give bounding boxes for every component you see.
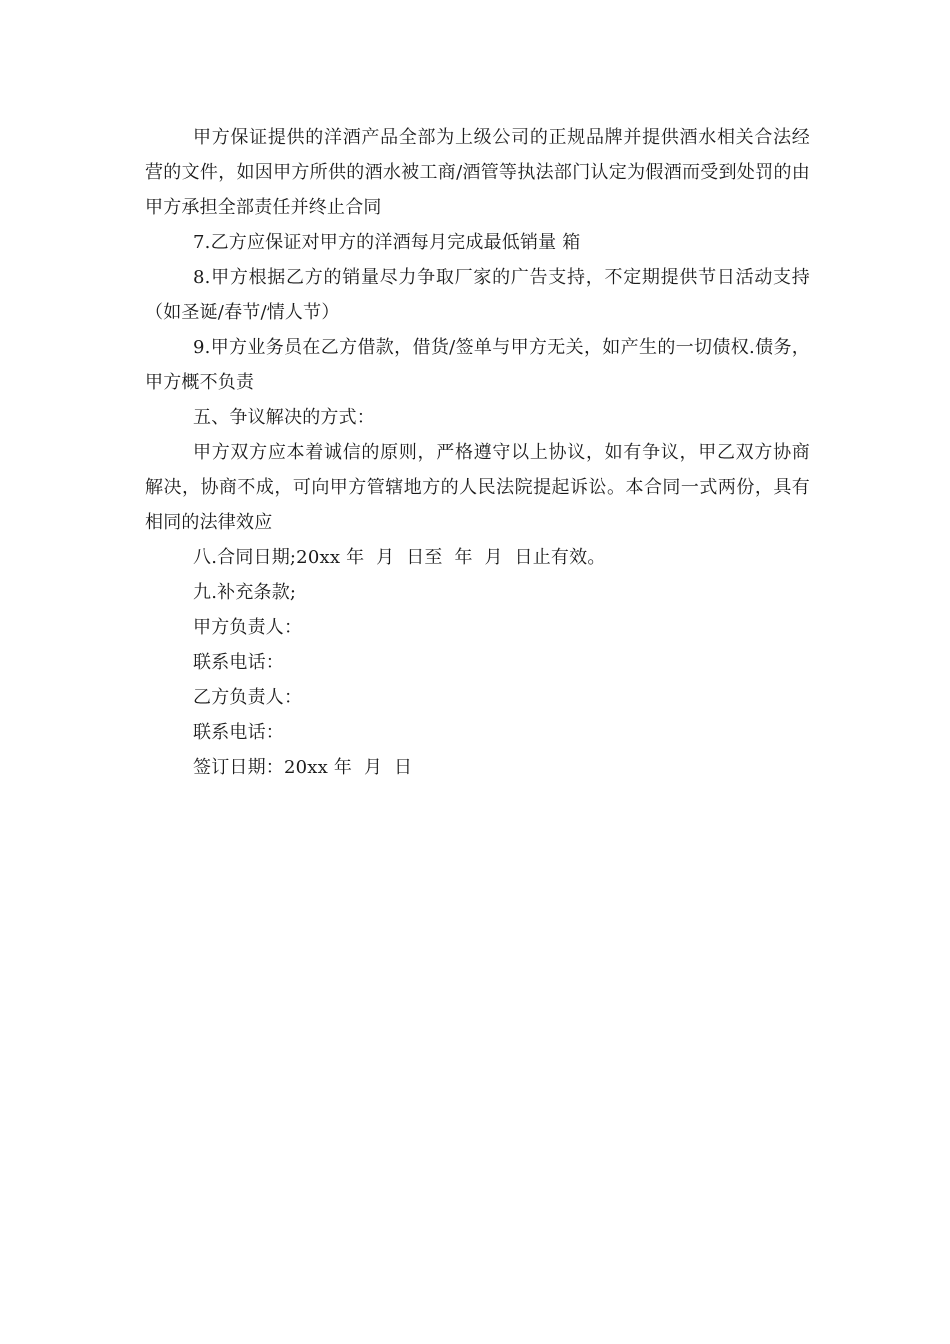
paragraph-clause-8: 8.甲方根据乙方的销量尽力争取厂家的广告支持，不定期提供节日活动支持（如圣诞/春节/情人节）	[145, 267, 810, 323]
line-supplementary-terms: 九.补充条款;	[193, 582, 297, 603]
document-body	[145, 120, 810, 785]
line-contract-date: 八.合同日期;20xx 年 月 日至 年 月 日止有效。	[193, 547, 606, 568]
paragraph-clause-9: 9.甲方业务员在乙方借款，借货/签单与甲方无关，如产生的一切债权.债务，甲方概不负责	[145, 337, 810, 393]
paragraph-quality-guarantee: 甲方保证提供的洋酒产品全部为上级公司的正规品牌并提供酒水相关合法经营的文件，如因甲方所供的酒水被工商/酒管等执法部门认定为假酒而受到处罚的由甲方承担全部责任并终止合同	[145, 127, 810, 218]
paragraph-clause-7: 7.乙方应保证对甲方的洋酒每月完成最低销量 箱	[193, 232, 581, 253]
line-party-b-phone: 联系电话：	[193, 722, 284, 743]
line-party-b-representative: 乙方负责人：	[193, 687, 303, 708]
line-signing-date: 签订日期：20xx 年 月 日	[193, 757, 413, 778]
line-party-a-representative: 甲方负责人：	[193, 617, 303, 638]
line-party-a-phone: 联系电话：	[193, 652, 284, 673]
section-heading-dispute: 五、争议解决的方式：	[193, 407, 375, 428]
paragraph-dispute-resolution: 甲方双方应本着诚信的原则，严格遵守以上协议，如有争议，甲乙双方协商解决，协商不成，可向甲方管辖地方的人民法院提起诉讼。本合同一式两份，具有相同的法律效应	[145, 442, 810, 533]
